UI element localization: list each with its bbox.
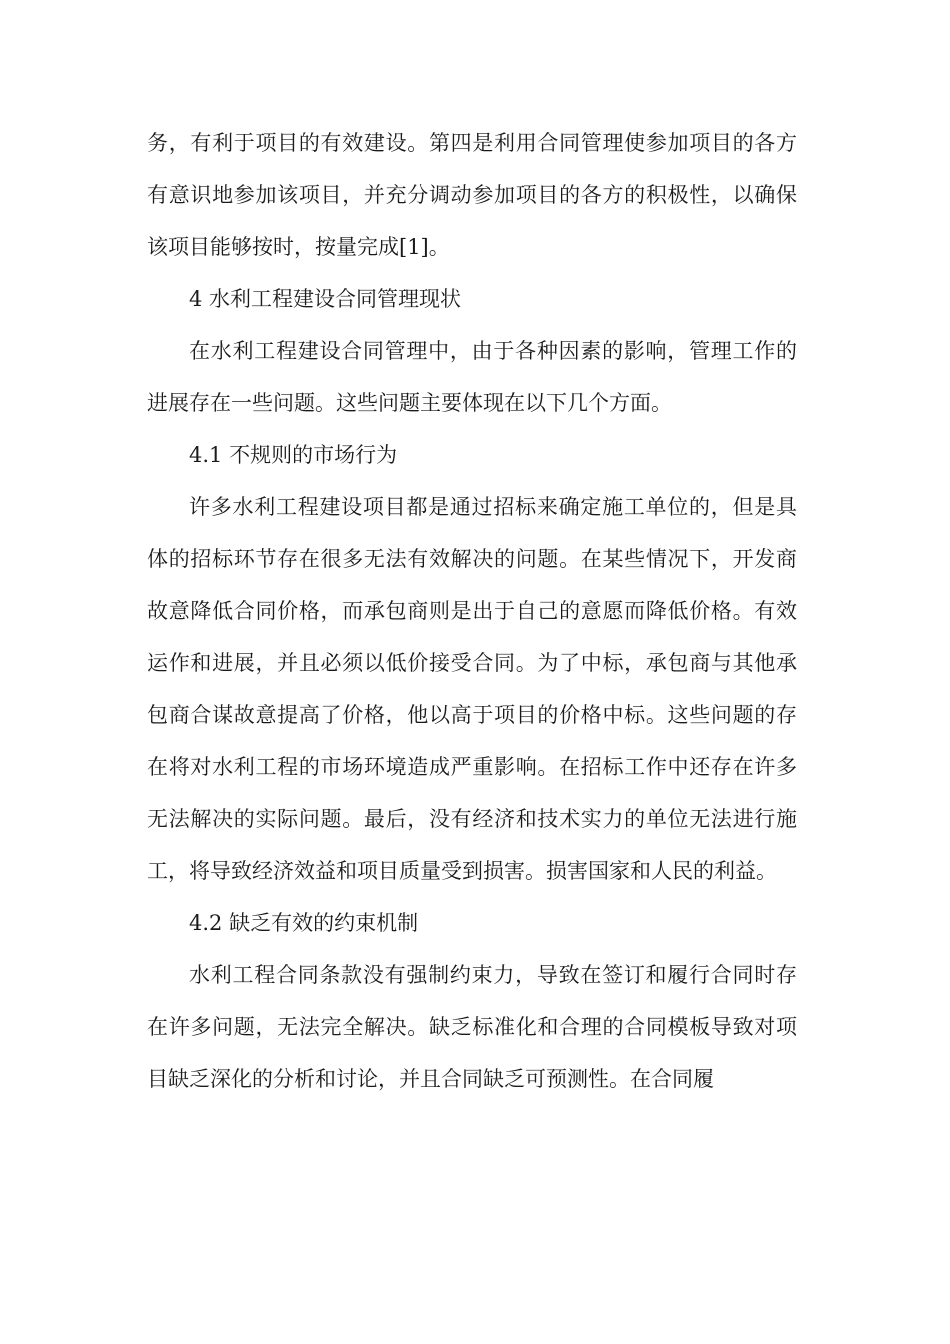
section-heading-4-1: 4.1 不规则的市场行为 [189,443,398,467]
section-heading-4-2: 4.2 缺乏有效的约束机制 [189,911,419,935]
paragraph-market-behavior: 许多水利工程建设项目都是通过招标来确定施工单位的，但是具体的招标环节存在很多无法有效解决的问题。在某些情况下，开发商故意降低合同价格，而承包商则是出于自己的意愿而降低价格。有效运作和进展，并且必须以低价接受合同。为了中标，承包商与其他承包商合谋故意提高了价格，他以高于项目的价格中标。这些问题的存在将对水利工程的市场环境造成严重影响。在招标工作中还存在许多无法解决的实际问题。最后，没有经济和技术实力的单位无法进行施工，将导致经济效益和项目质量受到损害。损害国家和人民的利益。 [147,495,797,883]
paragraph-intro: 在水利工程建设合同管理中，由于各种因素的影响，管理工作的进展存在一些问题。这些问题主要体现在以下几个方面。 [147,339,797,415]
paragraph-continuation: 务，有利于项目的有效建设。第四是利用合同管理使参加项目的各方有意识地参加该项目，并充分调动参加项目的各方的积极性，以确保该项目能够按时，按量完成[1]。 [147,131,797,259]
document-body [147,117,797,1105]
paragraph-constraint-mechanism: 水利工程合同条款没有强制约束力，导致在签订和履行合同时存在许多问题，无法完全解决。缺乏标准化和合理的合同模板导致对项目缺乏深化的分析和讨论，并且合同缺乏可预测性。在合同履 [147,963,797,1091]
section-heading-4: 4 水利工程建设合同管理现状 [189,287,462,311]
